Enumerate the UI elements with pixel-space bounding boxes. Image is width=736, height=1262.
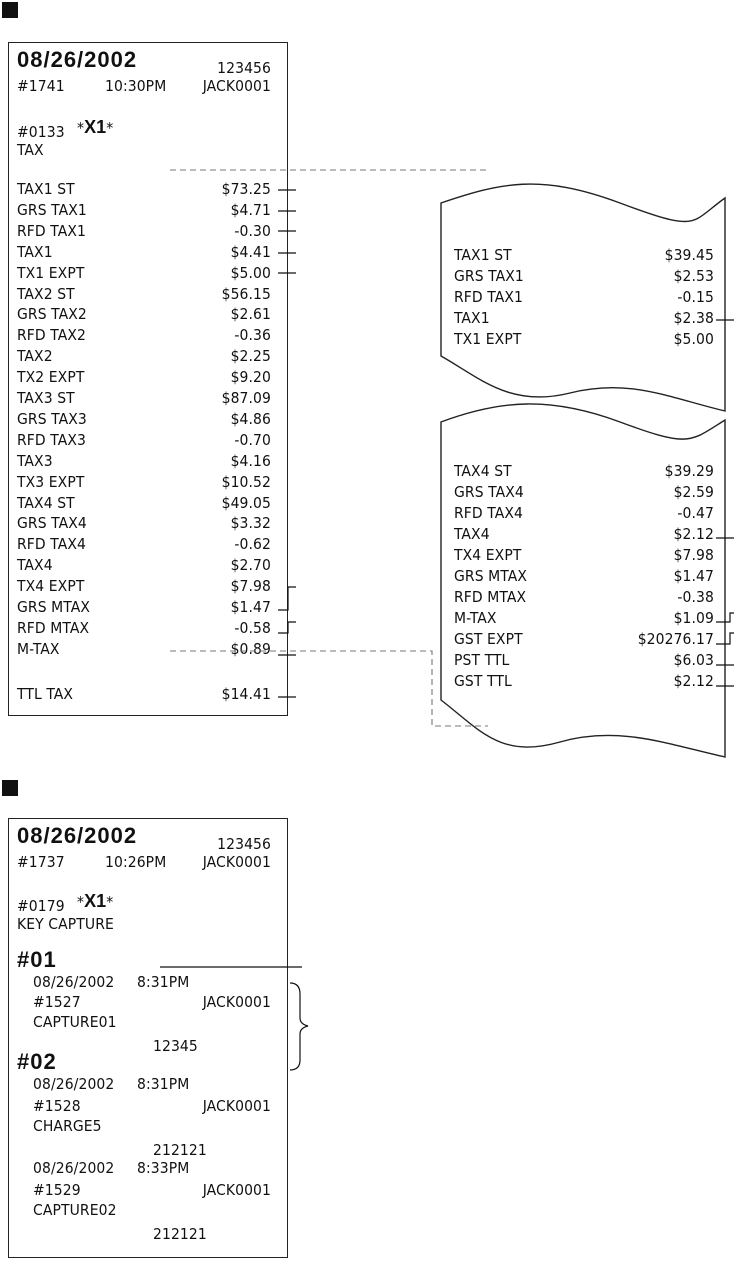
tax-row-value: $4.41 (230, 242, 271, 261)
tax-row-label: TAX3 (17, 451, 53, 470)
capture-entry-code: 12345 (153, 1037, 198, 1055)
capture-entry-time: 8:31PM (137, 973, 190, 991)
tax-row-value: $4.71 (230, 200, 271, 219)
alt2-row-value: $1.47 (673, 567, 714, 585)
tax-row-label: RFD TAX4 (17, 535, 86, 554)
alt1-row-value: $2.53 (673, 267, 714, 285)
alt2-row-value: $1.09 (673, 609, 714, 627)
capture-entry-number: #1528 (33, 1097, 81, 1115)
tax-row-value: $87.09 (221, 389, 271, 407)
alt2-row-label: M-TAX (454, 609, 497, 627)
alt2-row-value: $2.59 (673, 483, 714, 501)
alt1-row-label: RFD TAX1 (454, 288, 523, 306)
alt2-row-value: $2.12 (673, 672, 714, 690)
capture-entry-clerk: JACK0001 (202, 1181, 271, 1199)
capture-mode-label: X1 (84, 891, 107, 911)
capture-mode-prefix: * (77, 893, 85, 911)
tax-row-label: TAX2 (17, 347, 53, 366)
tax-row-value: -0.36 (234, 326, 271, 345)
tax-row-value: $9.20 (230, 368, 271, 387)
alt2-row-value: $6.03 (673, 651, 714, 669)
capture-clerk-code: JACK0001 (202, 853, 271, 871)
tax-row-value: $56.15 (221, 284, 271, 303)
total-tax-label: TTL TAX (17, 685, 74, 703)
tax-row-label: TX3 EXPT (17, 472, 85, 491)
capture-mode-suffix: * (106, 893, 114, 911)
alt2-row-label: GST EXPT (454, 630, 523, 648)
alt2-row-value: $7.98 (673, 546, 714, 564)
capture-entry-code: 212121 (153, 1141, 207, 1159)
tax-row-value: -0.30 (234, 221, 271, 240)
capture-report-date: 08/26/2002 (17, 823, 138, 848)
tax-row-label: TAX1 (17, 242, 53, 261)
report-number: #0133 (17, 123, 65, 141)
tax-row-value: $2.61 (230, 305, 271, 324)
alt1-row-value: $2.38 (673, 309, 714, 327)
alt1-row-value: -0.15 (677, 288, 714, 306)
dashed-guide-bottom (170, 651, 488, 726)
capture-machine-number: 123456 (217, 835, 271, 853)
capture-group-id: #02 (17, 1049, 57, 1074)
tax-row-value: -0.70 (234, 430, 271, 449)
mode-prefix: * (77, 119, 85, 137)
total-tax-value: $14.41 (221, 685, 271, 703)
alt1-row-label: GRS TAX1 (454, 267, 524, 285)
tax-row-value: $49.05 (221, 493, 271, 512)
alt2-row-value: $39.29 (664, 462, 714, 480)
capture-entry-date: 08/26/2002 (33, 1159, 115, 1177)
capture-entry-date: 08/26/2002 (33, 1075, 115, 1093)
leader-bracket-rfd-mtax (278, 622, 296, 633)
tax-row-label: TAX3 ST (17, 389, 75, 407)
alt1-row-label: TAX1 (454, 309, 490, 327)
alt2-row-value: $20276.17 (637, 630, 714, 648)
capture-entry-code: 212121 (153, 1225, 207, 1243)
capture-entry-time: 8:31PM (137, 1075, 190, 1093)
alt2-row-label: GST TTL (454, 672, 512, 690)
leader-bracket-tx4-grs-mtax (278, 587, 296, 610)
tax-row-label: RFD TAX1 (17, 221, 86, 240)
capture-entry-number: #1527 (33, 993, 81, 1011)
capture-report-title: KEY CAPTURE (17, 915, 114, 933)
tax-row-label: RFD TAX3 (17, 430, 86, 449)
tax-row-label: GRS TAX1 (17, 200, 87, 219)
tax-row-label: TX2 EXPT (17, 368, 85, 387)
tax-row-label: RFD MTAX (17, 618, 90, 637)
tax-row-value: $10.52 (221, 472, 271, 491)
tax-row-value: $0.89 (230, 639, 271, 658)
capture-consecutive-number: #1737 (17, 853, 65, 871)
capture-entry-name: CAPTURE02 (33, 1201, 117, 1219)
report-time: 10:30PM (105, 77, 167, 95)
mode-label: X1 (84, 117, 107, 137)
capture-entry-clerk: JACK0001 (202, 993, 271, 1011)
capture-entry-date: 08/26/2002 (33, 973, 115, 991)
capture-entry-clerk: JACK0001 (202, 1097, 271, 1115)
tax-row-value: -0.62 (234, 535, 271, 554)
tax-row-value: $2.25 (230, 347, 271, 366)
tax-row-label: RFD TAX2 (17, 326, 86, 345)
tax-row-value: $5.00 (230, 263, 271, 282)
tax-row-label: TAX4 ST (17, 493, 75, 512)
capture-report-number: #0179 (17, 897, 65, 915)
alt2-row-label: PST TTL (454, 651, 510, 669)
tax-row-label: TX4 EXPT (17, 577, 85, 596)
consecutive-number: #1741 (17, 77, 65, 95)
alt2-row-value: -0.47 (677, 504, 714, 522)
tax-row-label: GRS TAX4 (17, 514, 87, 533)
capture-entry-name: CHARGE5 (33, 1117, 102, 1135)
alt2-row-label: GRS MTAX (454, 567, 528, 585)
alt1-row-label: TAX1 ST (454, 246, 512, 264)
alt1-row-value: $5.00 (673, 330, 714, 348)
alt2-row-label: RFD TAX4 (454, 504, 523, 522)
alt2-row-label: RFD MTAX (454, 588, 527, 606)
leader-alt2-m-tax (716, 613, 734, 622)
capture-group-id: #01 (17, 947, 57, 972)
bracket-capture-entry (290, 983, 308, 1070)
capture-entry-time: 8:33PM (137, 1159, 190, 1177)
tax-row-value: $7.98 (230, 577, 271, 596)
tax-row-label: TAX2 ST (17, 284, 75, 303)
clerk-code: JACK0001 (202, 77, 271, 95)
tax-row-value: $3.32 (230, 514, 271, 533)
tax-row-label: GRS TAX2 (17, 305, 87, 324)
tax-row-label: GRS TAX3 (17, 409, 87, 428)
alt1-row-label: TX1 EXPT (454, 330, 522, 348)
alt2-row-label: TAX4 (454, 525, 490, 543)
machine-number: 123456 (217, 59, 271, 77)
mode-suffix: * (106, 119, 114, 137)
tax-row-value: $2.70 (230, 556, 271, 575)
leader-alt2-gst-expt (716, 633, 734, 644)
alt2-row-label: TX4 EXPT (454, 546, 522, 564)
tax-row-label: GRS MTAX (17, 598, 91, 616)
tax-row-value: $4.86 (230, 409, 271, 428)
capture-report-time: 10:26PM (105, 853, 167, 871)
capture-entry-name: CAPTURE01 (33, 1013, 117, 1031)
alt2-row-label: TAX4 ST (454, 462, 512, 480)
report-date: 08/26/2002 (17, 47, 138, 72)
alt2-row-label: GRS TAX4 (454, 483, 524, 501)
tax-row-value: $73.25 (221, 180, 271, 198)
tax-row-value: $4.16 (230, 451, 271, 470)
tax-row-value: $1.47 (230, 598, 271, 616)
tax-row-value: -0.58 (234, 618, 271, 637)
tax-row-label: TAX4 (17, 556, 53, 575)
report-title: TAX (17, 141, 44, 159)
alt2-row-value: -0.38 (677, 588, 714, 606)
alt2-row-value: $2.12 (673, 525, 714, 543)
tax-row-label: TAX1 ST (17, 180, 75, 198)
alt1-row-value: $39.45 (664, 246, 714, 264)
tax-row-label: TX1 EXPT (17, 263, 85, 282)
tax-row-label: M-TAX (17, 639, 60, 658)
capture-entry-number: #1529 (33, 1181, 81, 1199)
